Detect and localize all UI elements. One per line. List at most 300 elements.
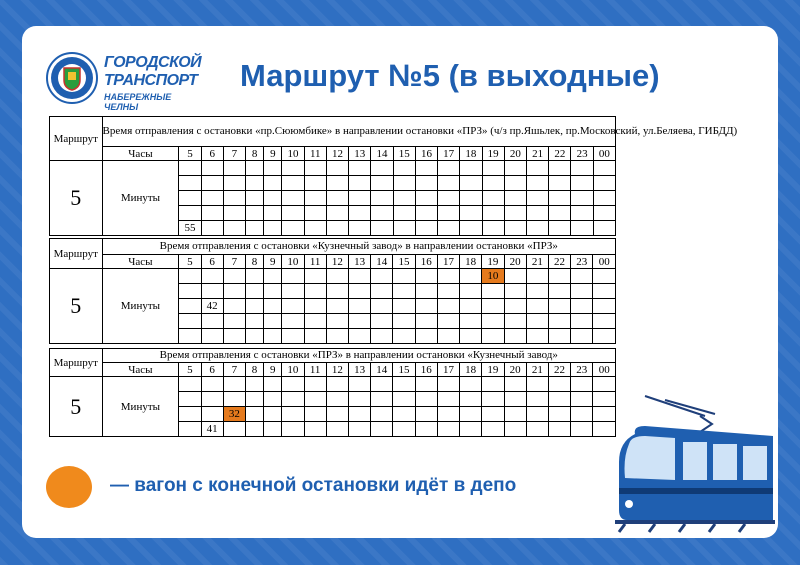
minutes-label: Минуты <box>102 269 179 344</box>
minute-cell-empty <box>326 392 348 407</box>
minute-cell-empty <box>437 269 459 284</box>
minute-cell-empty <box>593 161 615 176</box>
minute-cell-empty <box>282 299 304 314</box>
minute-cell-empty <box>593 191 615 206</box>
minute-cell-empty <box>201 269 223 284</box>
minute-cell-empty <box>437 407 459 422</box>
minute-cell-empty <box>348 314 370 329</box>
minute-cell-empty <box>593 329 616 344</box>
minute-cell-empty <box>245 392 263 407</box>
minute-cell-empty <box>504 284 526 299</box>
minute-cell-empty <box>371 407 393 422</box>
minute-cell-empty <box>326 284 348 299</box>
minute-cell-empty <box>482 377 504 392</box>
hour-header: 7 <box>223 363 245 377</box>
minute-cell-empty <box>282 392 304 407</box>
minute-cell-empty <box>246 221 264 236</box>
hour-header: 17 <box>438 147 460 161</box>
minute-cell-empty <box>246 176 264 191</box>
hour-header: 14 <box>371 255 393 269</box>
minute-cell-empty <box>348 422 370 437</box>
hour-header: 6 <box>201 147 223 161</box>
minute-cell-empty <box>415 392 437 407</box>
minute-cell-empty <box>438 206 460 221</box>
minute-cell-empty <box>264 284 282 299</box>
minute-cell-empty <box>348 299 370 314</box>
minute-cell-empty <box>223 299 245 314</box>
table-description: Время отправления с остановки «ПРЗ» в направлении остановки «Кузнечный завод» <box>102 349 615 363</box>
minute-cell-empty <box>548 329 570 344</box>
minute-cell-empty <box>504 407 526 422</box>
legend-text: — вагон с конечной остановки идёт в депо <box>110 475 517 496</box>
hour-header: 5 <box>179 147 201 161</box>
minute-cell-empty <box>264 206 282 221</box>
minute-cell-empty <box>593 269 616 284</box>
minute-cell-empty <box>504 299 526 314</box>
minute-cell-empty <box>548 299 570 314</box>
minute-cell-empty <box>527 191 549 206</box>
minute-cell-empty <box>245 299 263 314</box>
minute-cell-empty <box>393 377 415 392</box>
minute-cell-empty <box>304 377 326 392</box>
table-description: Время отправления с остановки «Кузнечный завод» в направлении остановки «ПРЗ» <box>102 239 615 255</box>
hour-header: 00 <box>593 255 616 269</box>
city-transport-logo <box>46 52 202 112</box>
minute-cell-empty <box>282 329 304 344</box>
minute-cell-empty <box>326 206 348 221</box>
hour-header: 18 <box>460 363 482 377</box>
minute-cell-empty <box>246 161 264 176</box>
minute-cell-empty <box>460 314 482 329</box>
minute-cell-empty <box>460 161 482 176</box>
route-header: Маршрут <box>50 239 103 269</box>
minute-cell-empty <box>548 422 570 437</box>
minute-cell-empty <box>264 314 282 329</box>
minute-cell-empty <box>415 299 437 314</box>
minute-cell-empty <box>571 392 593 407</box>
minute-cell-empty <box>549 176 571 191</box>
minute-cell-empty <box>549 206 571 221</box>
minute-cell-empty <box>526 329 548 344</box>
minute-cell-empty <box>526 407 548 422</box>
hour-header: 12 <box>326 255 348 269</box>
minute-cell-empty <box>304 422 326 437</box>
minute-cell-empty <box>393 329 415 344</box>
hour-header: 19 <box>482 147 504 161</box>
minute-cell-empty <box>437 314 459 329</box>
minute-cell-empty <box>571 269 593 284</box>
hour-header: 18 <box>460 147 482 161</box>
minute-cell-empty <box>223 221 245 236</box>
minute-cell-empty <box>415 329 437 344</box>
minute-cell-empty <box>415 191 437 206</box>
hour-header: 23 <box>571 255 593 269</box>
hour-header: 19 <box>482 255 504 269</box>
minute-cell-empty <box>548 392 570 407</box>
hours-label: Часы <box>102 147 179 161</box>
route-header: Маршрут <box>50 117 103 161</box>
minute-cell-empty <box>438 221 460 236</box>
minute-cell-empty <box>393 206 415 221</box>
minute-cell-empty <box>460 176 482 191</box>
hour-header: 7 <box>223 147 245 161</box>
minute-cell-empty <box>460 284 482 299</box>
minute-cell-empty <box>393 176 415 191</box>
minute-cell-empty <box>179 176 201 191</box>
minute-cell-empty <box>504 221 526 236</box>
minute-cell-empty <box>482 221 504 236</box>
minute-cell-empty <box>482 392 504 407</box>
minute-cell-empty <box>223 329 245 344</box>
minute-cell-empty <box>201 191 223 206</box>
hour-header: 8 <box>245 255 263 269</box>
minute-cell-empty <box>593 314 616 329</box>
minute-cell-empty <box>264 329 282 344</box>
minute-cell-empty <box>282 284 304 299</box>
minute-cell-empty <box>571 329 593 344</box>
minute-cell-empty <box>349 191 371 206</box>
hour-header: 00 <box>593 147 615 161</box>
minute-cell-empty <box>282 314 304 329</box>
minute-cell-empty <box>571 206 593 221</box>
minute-cell-empty <box>504 161 526 176</box>
minute-cell-empty <box>571 377 593 392</box>
minute-cell-empty <box>415 221 437 236</box>
minute-cell-empty <box>593 221 615 236</box>
minute-cell-empty <box>264 221 282 236</box>
minute-cell-empty <box>460 422 482 437</box>
city-transport-emblem-icon <box>46 52 98 104</box>
minute-cell-empty <box>393 161 415 176</box>
minute-cell-empty <box>326 377 348 392</box>
minute-cell-empty <box>549 221 571 236</box>
legend-depot-marker <box>46 466 92 508</box>
minute-cell-empty <box>371 329 393 344</box>
hour-header: 23 <box>571 363 593 377</box>
minute-cell-empty <box>223 176 245 191</box>
minute-cell-empty <box>223 206 245 221</box>
minute-cell-empty <box>571 314 593 329</box>
minute-cell-empty <box>179 407 201 422</box>
minute-cell-empty <box>304 392 326 407</box>
minute-cell-empty <box>482 161 504 176</box>
minute-cell-empty <box>460 269 482 284</box>
minute-cell-empty <box>223 191 245 206</box>
minute-cell-empty <box>264 176 282 191</box>
minute-cell-empty <box>504 314 526 329</box>
hour-header: 12 <box>326 147 348 161</box>
minute-cell-empty <box>348 269 370 284</box>
minute-cell-empty <box>282 191 304 206</box>
hour-header: 21 <box>526 363 548 377</box>
minute-cell-empty <box>527 206 549 221</box>
minute-cell-empty <box>179 161 201 176</box>
minute-cell-empty <box>526 299 548 314</box>
minute-cell-empty <box>348 377 370 392</box>
hour-header: 12 <box>326 363 348 377</box>
minute-cell-empty <box>264 269 282 284</box>
hour-header: 21 <box>527 147 549 161</box>
minute-cell-empty <box>264 392 282 407</box>
hour-header: 10 <box>282 147 304 161</box>
minute-cell-empty <box>326 191 348 206</box>
minute-cell-empty <box>393 191 415 206</box>
minute-cell-empty <box>526 269 548 284</box>
minute-cell-empty <box>437 329 459 344</box>
hour-header: 6 <box>201 255 223 269</box>
minute-cell-empty <box>437 392 459 407</box>
minute-cell-empty <box>393 299 415 314</box>
minute-cell-empty <box>246 206 264 221</box>
minute-cell-empty <box>304 299 326 314</box>
minute-cell-empty <box>571 176 593 191</box>
minute-cell-empty <box>348 329 370 344</box>
minute-cell-empty <box>245 314 263 329</box>
minute-cell-empty <box>415 407 437 422</box>
minute-cell-empty <box>526 314 548 329</box>
minute-cell-empty <box>438 161 460 176</box>
minute-cell-empty <box>282 221 304 236</box>
minute-cell-empty <box>326 407 348 422</box>
minute-cell-empty <box>415 206 437 221</box>
minute-cell-empty <box>264 191 282 206</box>
minute-cell-empty <box>179 377 201 392</box>
minute-cell-empty <box>304 329 326 344</box>
minute-cell-empty <box>527 221 549 236</box>
minute-cell-empty <box>264 407 282 422</box>
hour-header: 15 <box>393 363 415 377</box>
route-header: Маршрут <box>50 349 103 377</box>
minute-cell-empty <box>245 377 263 392</box>
minute-cell-empty <box>571 221 593 236</box>
minute-cell-empty <box>349 221 371 236</box>
minute-cell-empty <box>371 299 393 314</box>
minute-cell-empty <box>593 206 615 221</box>
minute-cell-empty <box>437 299 459 314</box>
hour-header: 13 <box>348 363 370 377</box>
minute-cell-empty <box>349 206 371 221</box>
minute-cell-empty <box>482 407 504 422</box>
minute-cell-empty <box>593 284 616 299</box>
hour-header: 13 <box>349 147 371 161</box>
hour-header: 14 <box>371 147 393 161</box>
minute-cell-empty <box>304 314 326 329</box>
minute-cell-empty <box>437 284 459 299</box>
minute-cell-empty <box>304 191 326 206</box>
minute-cell-empty <box>549 161 571 176</box>
minute-cell-empty <box>526 284 548 299</box>
minute-cell-empty <box>201 206 223 221</box>
minute-cell-empty <box>504 176 526 191</box>
hour-header: 11 <box>304 255 326 269</box>
minute-cell-empty <box>371 284 393 299</box>
minute-cell-empty <box>393 392 415 407</box>
minute-cell-empty <box>548 407 570 422</box>
hour-header: 10 <box>282 363 304 377</box>
minute-cell-empty <box>571 299 593 314</box>
minute-cell-empty <box>415 269 437 284</box>
table-description: Время отправления с остановки «пр.Сююмбике» в направлении остановки «ПРЗ» (ч/з пр.Яшьлек, пр.Московский, ул.Беляева, ГИБДД) <box>102 117 615 147</box>
minute-cell-empty <box>371 392 393 407</box>
minute-cell-empty <box>245 422 263 437</box>
minute-cell-empty <box>201 314 223 329</box>
minute-cell-empty <box>223 422 245 437</box>
minute-cell-empty <box>460 191 482 206</box>
minute-cell-empty <box>326 314 348 329</box>
minute-cell-empty <box>282 422 304 437</box>
minute-cell-empty <box>571 407 593 422</box>
minute-cell-empty <box>223 269 245 284</box>
minute-cell-empty <box>264 161 282 176</box>
minute-cell-empty <box>571 284 593 299</box>
minute-cell-empty <box>179 329 201 344</box>
minute-cell-empty <box>304 206 326 221</box>
minute-cell-empty <box>201 161 223 176</box>
minute-cell-empty <box>571 422 593 437</box>
hour-header: 00 <box>593 363 616 377</box>
route-number: 5 <box>50 377 103 437</box>
minute-cell-empty <box>393 407 415 422</box>
minute-cell-empty <box>201 284 223 299</box>
minute-cell-empty <box>223 314 245 329</box>
minute-cell-empty <box>415 284 437 299</box>
minute-cell: 41 <box>201 422 223 437</box>
minute-cell-empty <box>460 221 482 236</box>
minute-cell-empty <box>326 299 348 314</box>
minute-cell-empty <box>415 161 437 176</box>
hour-header: 21 <box>526 255 548 269</box>
minute-cell-empty <box>504 377 526 392</box>
minute-cell-empty <box>527 161 549 176</box>
minute-cell-empty <box>371 422 393 437</box>
minute-cell-empty <box>548 269 570 284</box>
minute-cell-empty <box>460 407 482 422</box>
minute-cell-empty <box>527 176 549 191</box>
minute-cell-empty <box>371 176 393 191</box>
minute-cell-depot: 10 <box>482 269 504 284</box>
minute-cell-empty <box>326 269 348 284</box>
minute-cell-empty <box>179 269 201 284</box>
hour-header: 10 <box>282 255 304 269</box>
hour-header: 9 <box>264 363 282 377</box>
logo-line-2: ТРАНСПОРТ <box>104 72 198 89</box>
minute-cell-empty <box>504 329 526 344</box>
minute-cell-empty <box>326 329 348 344</box>
minute-cell-depot: 32 <box>223 407 245 422</box>
logo-line-1: ГОРОДСКОЙ <box>104 54 202 71</box>
hour-header: 22 <box>548 255 570 269</box>
minute-cell-empty <box>349 176 371 191</box>
minute-cell-empty <box>264 422 282 437</box>
minute-cell-empty <box>393 422 415 437</box>
hour-header: 8 <box>245 363 263 377</box>
minute-cell-empty <box>304 269 326 284</box>
minute-cell-empty <box>326 221 348 236</box>
minute-cell-empty <box>526 422 548 437</box>
minute-cell-empty <box>371 221 393 236</box>
schedule-table-2 <box>49 238 616 344</box>
hour-header: 14 <box>371 363 393 377</box>
minute-cell-empty <box>504 191 526 206</box>
minute-cell-empty <box>282 269 304 284</box>
hour-header: 15 <box>393 147 415 161</box>
hour-header: 5 <box>179 363 201 377</box>
hour-header: 8 <box>246 147 264 161</box>
minute-cell-empty <box>326 161 348 176</box>
minute-cell-empty <box>371 161 393 176</box>
minute-cell-empty <box>282 161 304 176</box>
minute-cell-empty <box>393 284 415 299</box>
minute-cell-empty <box>201 392 223 407</box>
minute-cell-empty <box>304 221 326 236</box>
page-title: Маршрут №5 (в выходные) <box>240 58 660 93</box>
minute-cell-empty <box>549 191 571 206</box>
minutes-label: Минуты <box>102 377 179 437</box>
minute-cell-empty <box>282 176 304 191</box>
minute-cell-empty <box>393 314 415 329</box>
minute-cell: 55 <box>179 221 201 236</box>
minute-cell-empty <box>482 422 504 437</box>
minute-cell-empty <box>179 314 201 329</box>
minute-cell-empty <box>482 314 504 329</box>
minute-cell-empty <box>571 191 593 206</box>
minute-cell-empty <box>282 206 304 221</box>
hour-header: 20 <box>504 363 526 377</box>
minute-cell-empty <box>304 407 326 422</box>
route-number: 5 <box>50 269 103 344</box>
hour-header: 17 <box>437 363 459 377</box>
minute-cell-empty <box>304 161 326 176</box>
minute-cell-empty <box>326 176 348 191</box>
minute-cell-empty <box>393 269 415 284</box>
minute-cell-empty <box>393 221 415 236</box>
hour-header: 11 <box>304 147 326 161</box>
hours-label: Часы <box>102 363 179 377</box>
minute-cell-empty <box>179 392 201 407</box>
hour-header: 20 <box>504 147 526 161</box>
minute-cell-empty <box>504 206 526 221</box>
minute-cell-empty <box>548 284 570 299</box>
minute-cell-empty <box>548 377 570 392</box>
minute-cell-empty <box>201 176 223 191</box>
minute-cell-empty <box>460 206 482 221</box>
hour-header: 9 <box>264 147 282 161</box>
minute-cell-empty <box>348 407 370 422</box>
minute-cell-empty <box>245 269 263 284</box>
minute-cell-empty <box>482 191 504 206</box>
logo-line-3: НАБЕРЕЖНЫЕ ЧЕЛНЫ <box>104 92 172 112</box>
minute-cell-empty <box>223 377 245 392</box>
minute-cell-empty <box>304 284 326 299</box>
minute-cell-empty <box>223 392 245 407</box>
schedule-table-3 <box>49 348 616 437</box>
minute-cell-empty <box>304 176 326 191</box>
hour-header: 22 <box>549 147 571 161</box>
minute-cell-empty <box>548 314 570 329</box>
minute-cell-empty <box>571 161 593 176</box>
hour-header: 9 <box>264 255 282 269</box>
minute-cell-empty <box>415 314 437 329</box>
hour-header: 5 <box>179 255 201 269</box>
minute-cell-empty <box>482 206 504 221</box>
minute-cell-empty <box>526 377 548 392</box>
minute-cell-empty <box>245 407 263 422</box>
minute-cell-empty <box>371 191 393 206</box>
minute-cell-empty <box>504 422 526 437</box>
hour-header: 19 <box>482 363 504 377</box>
hour-header: 15 <box>393 255 415 269</box>
minute-cell-empty <box>482 176 504 191</box>
